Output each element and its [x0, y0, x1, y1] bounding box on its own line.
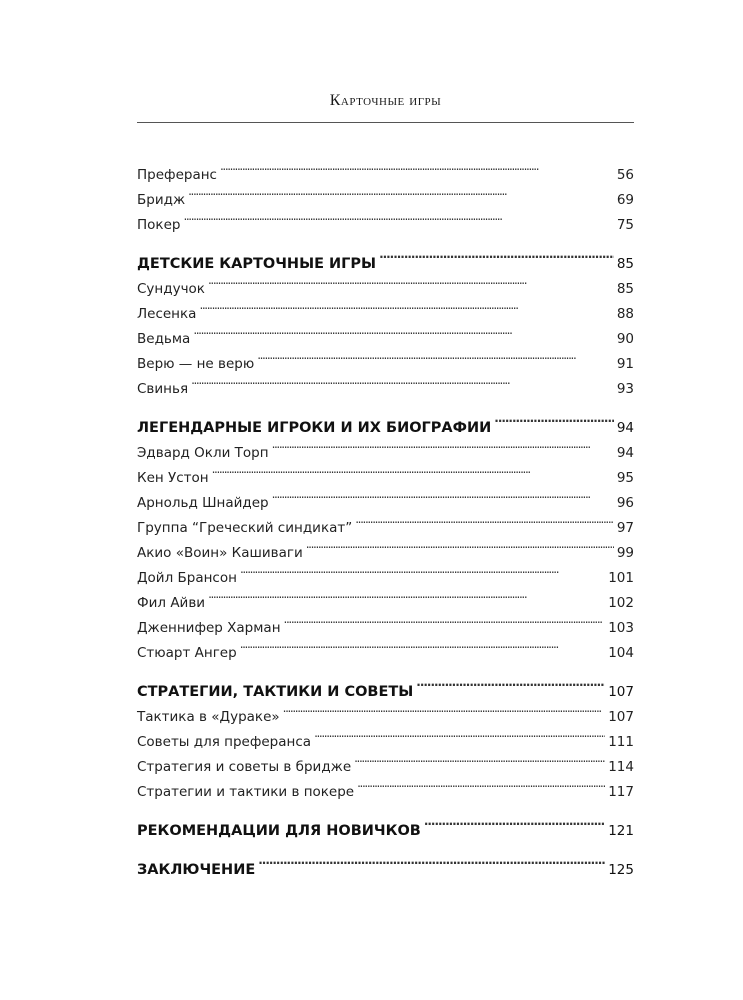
dot-leader — [283, 696, 606, 721]
page-number: 90 — [616, 331, 634, 347]
toc-entry-title: Кен Устон — [137, 470, 209, 486]
toc-entry-row — [137, 368, 634, 397]
page-number: 121 — [608, 823, 634, 839]
page-number: 91 — [616, 356, 634, 372]
dot-leader — [494, 405, 614, 432]
page-number: 85 — [616, 281, 634, 297]
header-rule — [137, 122, 634, 123]
toc-section-row — [137, 405, 634, 436]
section-gap — [137, 393, 634, 405]
dot-leader — [284, 607, 606, 632]
page-number: 111 — [608, 734, 634, 750]
toc-section-title: СТРАТЕГИИ, ТАКТИКИ И СОВЕТЫ — [137, 684, 414, 700]
page-number: 96 — [616, 495, 634, 511]
dot-leader — [257, 343, 614, 368]
toc-entry-title: Лесенка — [137, 306, 197, 322]
toc-entry-row — [137, 343, 634, 372]
page-number: 102 — [608, 595, 634, 611]
dot-leader — [357, 771, 605, 796]
toc-entry-row — [137, 268, 634, 297]
toc-entry-row — [137, 154, 634, 183]
table-of-contents — [137, 154, 634, 878]
toc-entry-title: Советы для преферанса — [137, 734, 312, 750]
page-number: 97 — [616, 520, 634, 536]
running-header: Карточные игры — [329, 92, 442, 109]
toc-entry-row — [137, 179, 634, 208]
dot-leader — [199, 293, 613, 318]
toc-entry-row — [137, 293, 634, 322]
page-number: 88 — [616, 306, 634, 322]
toc-entry-title: Дженнифер Харман — [137, 620, 281, 636]
toc-entry-title: Верю — не верю — [137, 356, 255, 372]
toc-entry-row — [137, 482, 634, 511]
toc-entry-title: Стратегии и тактики в покере — [137, 784, 355, 800]
toc-entry-title: Бридж — [137, 192, 186, 208]
dot-leader — [183, 204, 613, 229]
dot-leader — [208, 582, 605, 607]
toc-entry-title: Ведьма — [137, 331, 191, 347]
toc-entry-title: Дойл Брансон — [137, 570, 237, 586]
toc-entry-title: Арнольд Шнайдер — [137, 495, 269, 511]
toc-section-title: ЗАКЛЮЧЕНИЕ — [137, 862, 256, 878]
toc-section-row — [137, 808, 634, 839]
page-number: 125 — [608, 862, 634, 878]
page-number: 56 — [616, 167, 634, 183]
dot-leader — [191, 368, 614, 393]
toc-entry-title: Покер — [137, 217, 181, 233]
page-number: 101 — [608, 570, 634, 586]
toc-section-row — [137, 847, 634, 878]
dot-leader — [220, 154, 614, 179]
section-gap — [137, 229, 634, 241]
toc-entry-title: Сундучок — [137, 281, 205, 297]
toc-entry-row — [137, 457, 634, 486]
toc-entry-title: Преферанс — [137, 167, 217, 183]
page-number: 93 — [616, 381, 634, 397]
toc-entry-row — [137, 582, 634, 611]
toc-entry-row — [137, 607, 634, 636]
toc-section-title: ЛЕГЕНДАРНЫЕ ИГРОКИ И ИХ БИОГРАФИИ — [137, 420, 492, 436]
page-number: 104 — [608, 645, 634, 661]
toc-entry-title: Эдвард Окли Торп — [137, 445, 269, 461]
page-number: 107 — [608, 684, 634, 700]
page-number: 94 — [616, 445, 634, 461]
dot-leader — [379, 241, 614, 268]
toc-entry-title: Стратегия и советы в бридже — [137, 759, 352, 775]
dot-leader — [208, 268, 614, 293]
toc-entry-row — [137, 204, 634, 233]
dot-leader — [272, 432, 614, 457]
toc-entry-row — [137, 318, 634, 347]
toc-entry-title: Стюарт Ангер — [137, 645, 237, 661]
toc-entry-title: Фил Айви — [137, 595, 206, 611]
dot-leader — [306, 532, 614, 557]
toc-entry-title: Акио «Воин» Кашиваги — [137, 545, 303, 561]
toc-section-row — [137, 669, 634, 700]
dot-leader — [416, 669, 605, 696]
page-number: 117 — [608, 784, 634, 800]
dot-leader — [354, 746, 605, 771]
dot-leader — [424, 808, 605, 835]
toc-section-row — [137, 241, 634, 272]
toc-entry-title: Тактика в «Дураке» — [137, 709, 280, 725]
page-number: 85 — [616, 256, 634, 272]
dot-leader — [212, 457, 614, 482]
page-number: 95 — [616, 470, 634, 486]
page-number: 103 — [608, 620, 634, 636]
dot-leader — [314, 721, 605, 746]
toc-section-title: ДЕТСКИЕ КАРТОЧНЫЕ ИГРЫ — [137, 256, 377, 272]
dot-leader — [355, 507, 614, 532]
page-number: 75 — [616, 217, 634, 233]
dot-leader — [258, 847, 605, 874]
dot-leader — [240, 557, 605, 582]
dot-leader — [193, 318, 613, 343]
toc-section-title: РЕКОМЕНДАЦИИ ДЛЯ НОВИЧКОВ — [137, 823, 421, 839]
dot-leader — [240, 632, 606, 657]
toc-entry-title: Группа “Греческий синдикат” — [137, 520, 353, 536]
page-number: 94 — [616, 420, 634, 436]
page-number: 69 — [616, 192, 634, 208]
page-number: 107 — [608, 709, 634, 725]
page-number: 99 — [616, 545, 634, 561]
toc-entry-title: Свинья — [137, 381, 189, 397]
dot-leader — [272, 482, 614, 507]
page-number: 114 — [608, 759, 634, 775]
dot-leader — [188, 179, 614, 204]
